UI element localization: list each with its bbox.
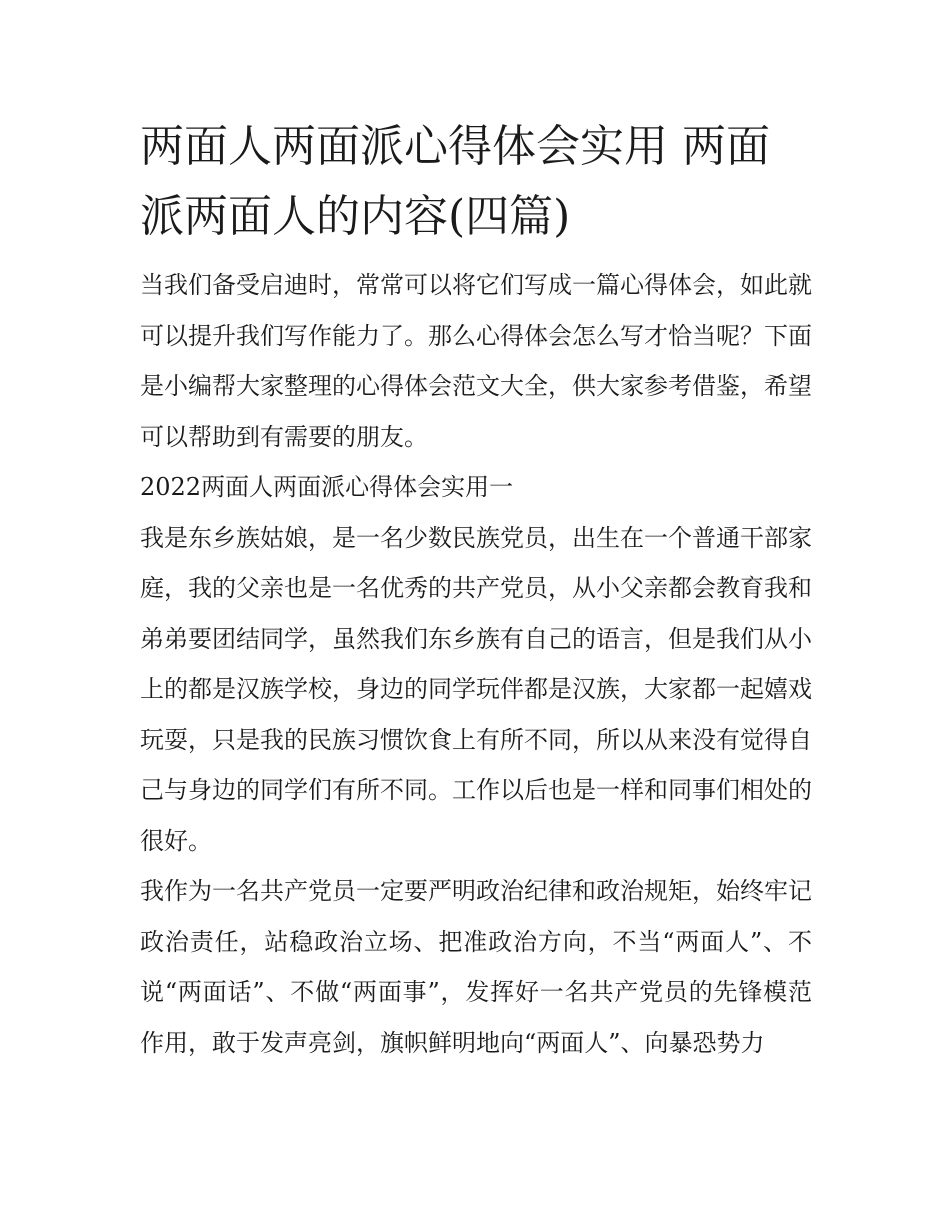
body-paragraph-2: 我作为一名共产党员一定要严明政治纪律和政治规矩，始终牢记政治责任，站稳政治立场、把准政治方向，不当“两面人”、不说“两面话”、不做“两面事”，发挥好一名共产党员的先锋模范作用，敢于发声亮剑，旗帜鲜明地向“两面人”、向暴恐势力 xyxy=(140,877,812,1057)
document-body xyxy=(140,112,812,1068)
document-title: 两面人两面派心得体会实用 两面派两面人的内容(四篇) xyxy=(140,121,770,242)
section-heading: 2022两面人两面派心得体会实用一 xyxy=(140,473,514,501)
body-paragraph-1: 我是东乡族姑娘，是一名少数民族党员，出生在一个普通干部家庭，我的父亲也是一名优秀的共产党员，从小父亲都会教育我和弟弟要团结同学，虽然我们东乡族有自己的语言，但是我们从小上的都是汉族学校，身边的同学玩伴都是汉族，大家都一起嬉戏玩耍，只是我的民族习惯饮食上有所不同，所以从来没有觉得自己与身边的同学们有所不同。工作以后也是一样和同事们相处的很好。 xyxy=(140,523,812,855)
intro-paragraph: 当我们备受启迪时，常常可以将它们写成一篇心得体会，如此就可以提升我们写作能力了。那么心得体会怎么写才恰当呢？下面是小编帮大家整理的心得体会范文大全，供大家参考借鉴，希望可以帮助到有需要的朋友。 xyxy=(140,271,812,451)
